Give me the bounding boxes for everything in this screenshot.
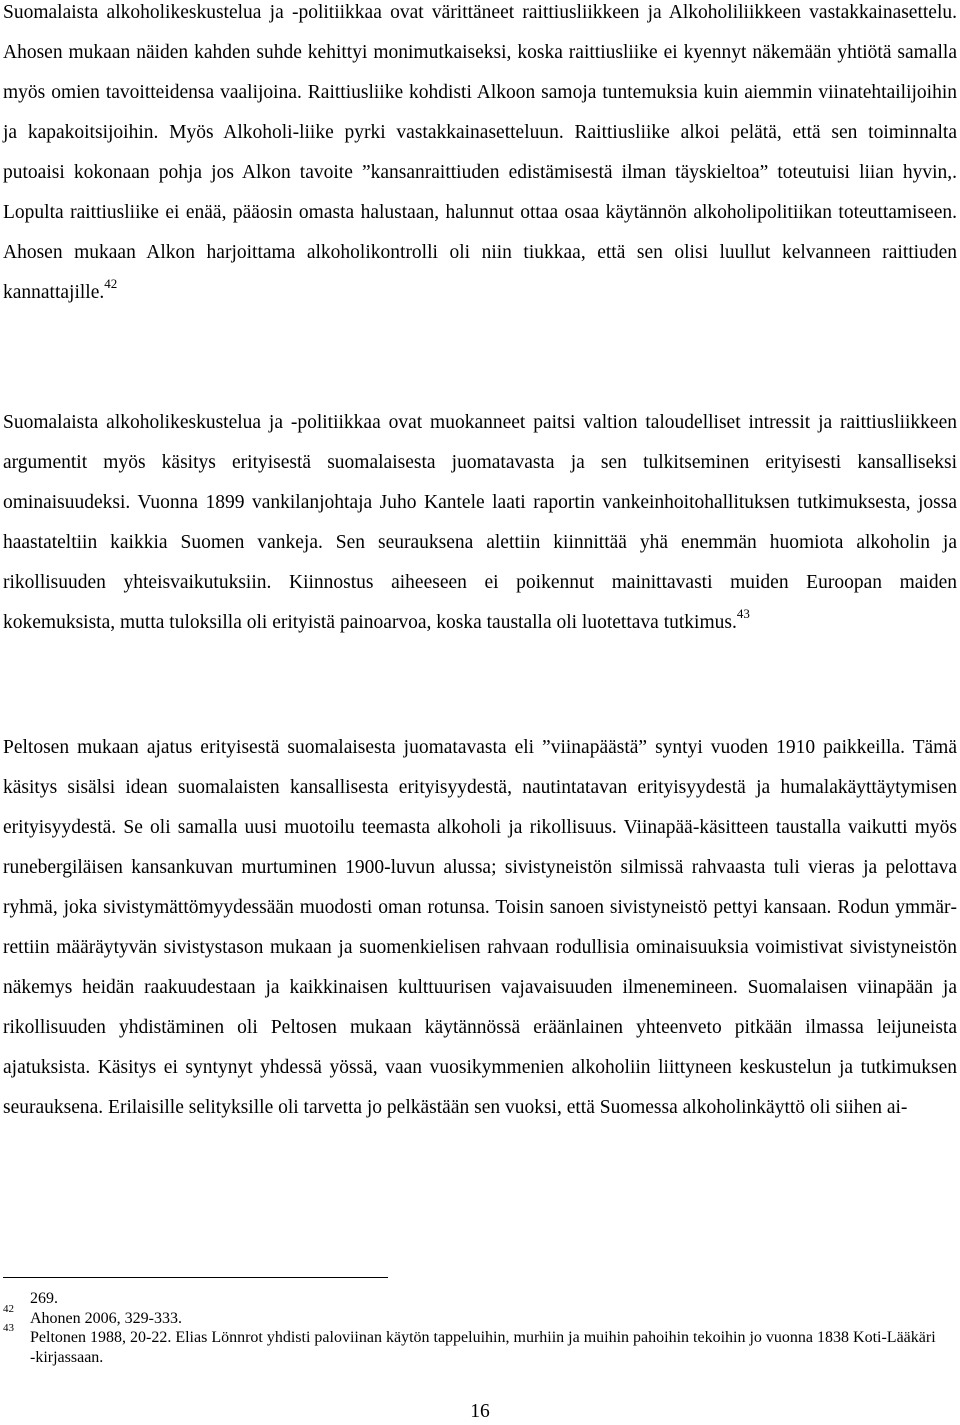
footnote-continuation — [3, 1289, 943, 1309]
footnote-separator — [3, 1277, 388, 1278]
body-paragraph-3 — [3, 728, 957, 1128]
footnote-42 — [3, 1302, 943, 1329]
footnote-number: 42 — [3, 1302, 14, 1315]
body-paragraph-1 — [3, 0, 957, 313]
footnotes-section — [3, 1289, 943, 1367]
footnote-43 — [3, 1322, 943, 1367]
footnote-reference-42[interactable]: 42 — [104, 275, 118, 291]
paragraph-text: Suomalaista alkoholikeskustelua ja -politiikkaa ovat värittäneet raittiusliikkeen ja Alkoholiliikkeen vastakkainasettelu. Ahosen mukaan näiden kahden suhde kehittyi monimutkaiseksi, koska raittiusliike ei kyennyt näkemään yhtiötä samalla myös omien tavoitteidensa vaalijoina. Raittiusliike kohdisti Alkoon samoja tuntemuksia kuin aiemmin viinatehtailijoihin ja kapakoitsijoihin. Myös Alkoholi-liike pyrki vastakkainasetteluun. Raittiusliike alkoi pelätä, että sen toiminnalta putoaisi kokonaan pohja jos Alkon tavoite ”kansanraittiuden edistämisestä ilman täyskieltoa” toteutuisi liian hyvin,. Lopulta raittiusliike ei enää, pääosin omasta halustaan, halunnut ottaa osaa käytännön alkoholipolitiikan toteuttamiseen. Ahosen mukaan Alkon harjoittama alkoholikontrolli oli niin tiukkaa, että sen olisi luullut kelvanneen raittiuden kannattajille. — [3, 2, 957, 303]
footnote-text: Peltonen 1988, 20-22. Elias Lönnrot yhdisti paloviinan käytön tappeluihin, murhiin ja muihin pahoihin tekoihin jo vuonna 1838 Koti-Lääkäri -kirjassaan. — [30, 1329, 936, 1366]
paragraph-text: Peltosen mukaan ajatus erityisestä suomalaisesta juomatavasta eli ”viinapäästä” syntyi vuoden 1910 paikkeilla. Tämä käsitys sisälsi idean suomalaisten kansallisesta erityisyydestä, nautintatavan erityisyydestä ja humalakäyttäytymisen erityisyydestä. Se oli samalla uusi muotoilu teemasta alkoholi ja rikollisuus. Viinapää-käsitteen taustalla vaikutti myös runebergiläisen kansankuvan murtuminen 1900-luvun alussa; sivistyneistön silmissä rahvaasta tuli vieras ja pelottava ryhmä, joka sivistymättömyydessään muodosti oman rotunsa. Toisin sanoen sivistyneistö pettyi kansaan. Rodun ymmärrettiin määräytyvän sivistystason mukaan ja suomenkielisen rahvaan rodullisia ominaisuuksia voimistivat sivistyneistön näkemys heidän raakuudestaan ja kaikkinaisen kulttuurisen vajavaisuuden ilmenemineen. Suomalaisen viinapään ja rikollisuuden yhdistäminen oli Peltosen mukaan käytännössä eräänlainen yhteenveto pitkään ilmassa leijuneista ajatuksista. Käsitys ei syntynyt yhdessä yössä, vaan vuosikymmenien alkoholiin liittyneen keskustelun ja tutkimuksen seurauksena. Erilaisille selityksille oli tarvetta jo pelkästään sen vuoksi, että Suomessa alkoholinkäyttö oli siihen ai- — [3, 737, 957, 1118]
body-paragraph-2 — [3, 403, 957, 643]
paragraph-text: Suomalaista alkoholikeskustelua ja -politiikkaa ovat muokanneet paitsi valtion taloudelliset intressit ja raittiusliikkeen argumentit myös käsitys erityisestä suomalaisesta juomatavasta ja sen tulkitseminen erityisesti kansalliseksi ominaisuudeksi. Vuonna 1899 vankilanjohtaja Juho Kantele laati raportin vankeinhoitohallituksen tutkimuksesta, jossa haastateltiin kaikkia Suomen vankeja. Sen seurauksena alettiin kiinnittää yhä enemmän huomiota alkoholin ja rikollisuuden yhteisvaikutuksiin. Kiinnostus aiheeseen ei poikennut mainittavasti muiden Euroopan maiden kokemuksista, mutta tuloksilla oli erityistä painoarvoa, koska taustalla oli luotettava tutkimus. — [3, 412, 957, 633]
footnote-text: 269. — [30, 1290, 58, 1307]
page-number: 16 — [470, 1401, 490, 1422]
footnote-reference-43[interactable]: 43 — [736, 605, 750, 621]
footnote-text: Ahonen 2006, 329-333. — [30, 1309, 182, 1327]
footnote-number: 43 — [3, 1322, 14, 1334]
